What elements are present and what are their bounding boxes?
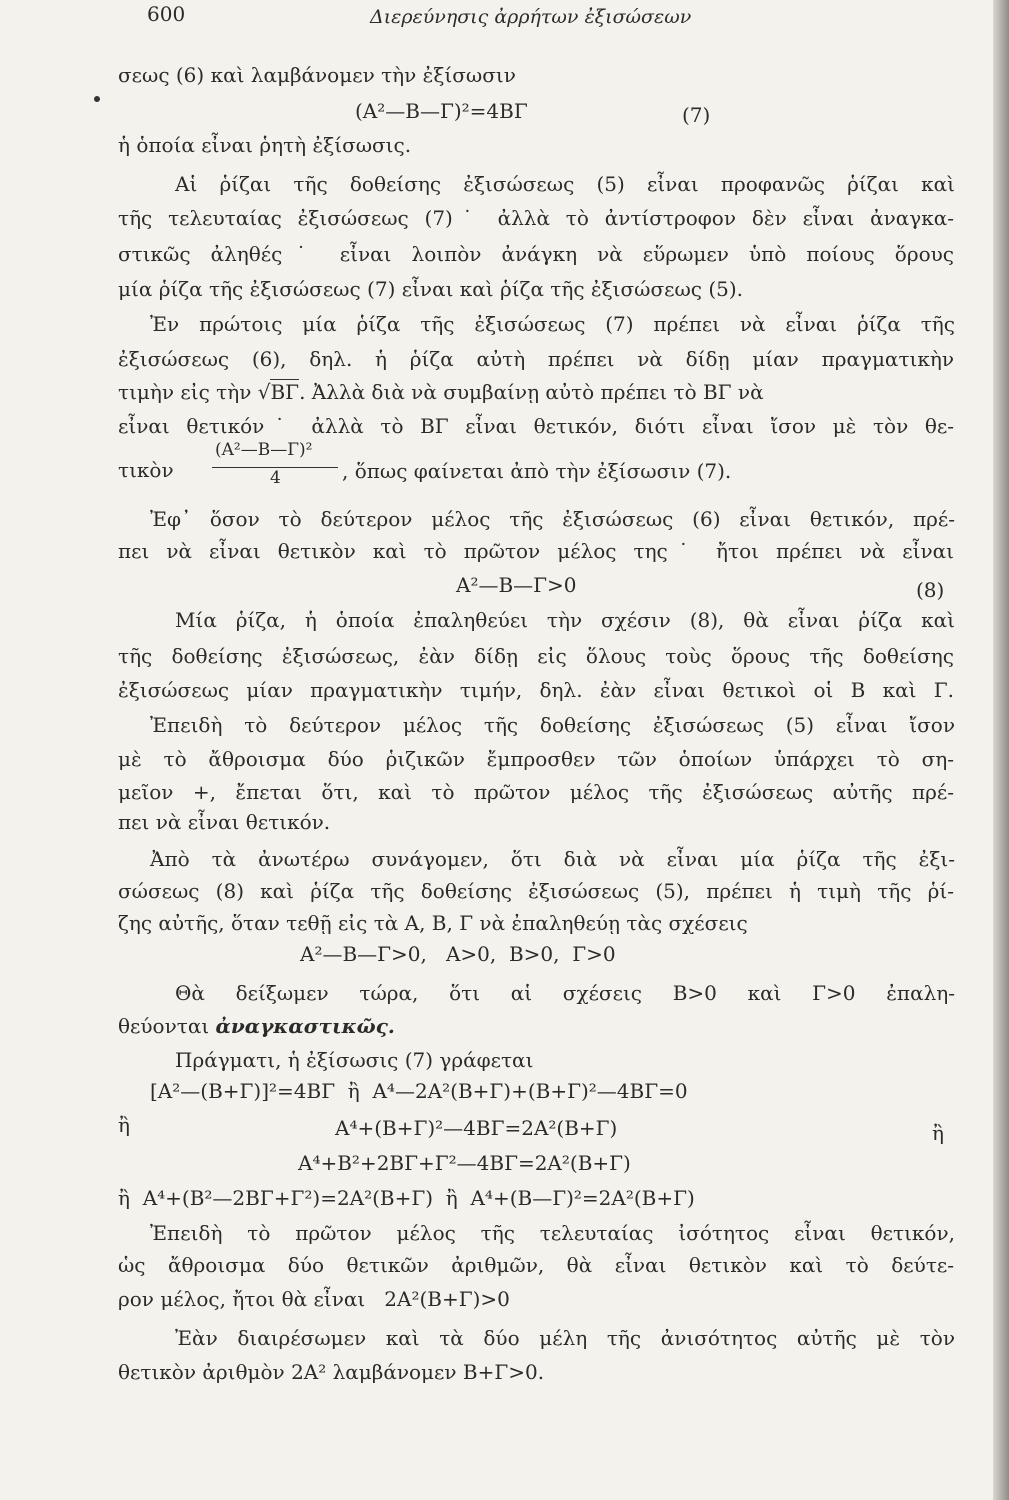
text-line: πει νὰ εἶναι θετικὸν καὶ τὸ πρῶτον μέλος της˙ ἤτοι πρέπει νὰ εἶναι [118,539,954,563]
equation-number: (7) [682,103,711,127]
text-span: τιμὴν εἰς τὴν √ [118,380,271,404]
text-span: , ὅπως φαίνεται ἀπὸ τὴν ἐξίσωσιν (7). [342,459,732,483]
text-line: Θὰ δείξωμεν τώρα, ὅτι αἱ σχέσεις Β>0 καὶ Γ>0 ἐπαλη- [175,981,955,1005]
text-line: θετικὸν ἀριθμὸν 2Α² λαμβάνομεν Β+Γ>0. [118,1360,545,1384]
text-line: Ἐφ᾿ ὅσον τὸ δεύτερον μέλος τῆς ἐξισώσεως (6) εἶναι θετικόν, πρέ- [150,507,955,531]
text-line: σώσεως (8) καὶ ῥίζα τῆς δοθείσης ἐξισώσεως (5), πρέπει ἡ τιμὴ τῆς ῥί- [118,879,954,903]
text-line: Ἐν πρώτοις μία ῥίζα τῆς ἐξισώσεως (7) πρέπει νὰ εἶναι ῥίζα τῆς [150,312,955,336]
equation-number: (8) [916,578,945,602]
text-line: ἡ ὁποία εἶναι ῥητὴ ἐξίσωσις. [118,133,412,157]
text-span: . Ἀλλὰ διὰ νὰ συμβαίνῃ αὐτὸ πρέπει τὸ ΒΓ νὰ [299,380,764,404]
text-line: Ἐπειδὴ τὸ πρῶτον μέλος τῆς τελευταίας ἰσότητος εἶναι θετικόν, [150,1221,955,1245]
text-line: Μία ῥίζα, ἡ ὁποία ἐπαληθεύει τὴν σχέσιν (8), θὰ εἶναι ῥίζα καὶ [175,608,955,632]
text-line: ὡς ἄθροισμα δύο θετικῶν ἀριθμῶν, θὰ εἶναι θετικὸν καὶ τὸ δεύτε- [118,1253,954,1277]
text-line: ἐξισώσεως (6), δηλ. ἡ ῥίζα αὐτὴ πρέπει νὰ δίδῃ μίαν πραγματικὴν [118,347,954,371]
text-line: σεως (6) καὶ λαμβάνομεν τὴν ἐξίσωσιν [118,63,516,87]
text-line: τῆς τελευταίας ἐξισώσεως (7)˙ ἀλλὰ τὸ ἀντίστροφον δὲν εἶναι ἀναγκα- [118,206,954,230]
inequality-8: Α²—Β—Γ>0 [456,573,577,597]
text-line: ρον μέλος, ἤτοι θὰ εἶναι 2Α²(Β+Γ)>0 [118,1287,510,1311]
text-line [118,379,764,405]
text-line: Αἱ ῥίζαι τῆς δοθείσης ἐξισώσεως (5) εἶναι προφανῶς ῥίζαι καὶ [175,172,955,196]
equation: Α⁴+Β²+2ΒΓ+Γ²—4ΒΓ=2Α²(Β+Γ) [298,1151,631,1175]
text-line: Ἐπειδὴ τὸ δεύτερον μέλος τῆς δοθείσης ἐξισώσεως (5) εἶναι ἴσον [150,713,955,737]
or-word: ἢ [932,1121,944,1145]
text-line: εἶναι θετικόν˙ ἀλλὰ τὸ ΒΓ εἶναι θετικόν, διότι εἶναι ἴσον μὲ τὸν θε- [118,414,954,438]
equation: [Α²—(Β+Γ)]²=4ΒΓ ἢ Α⁴—2Α²(Β+Γ)+(Β+Γ)²—4ΒΓ=0 [150,1079,688,1103]
text-line: Ἐὰν διαιρέσωμεν καὶ τὰ δύο μέλη τῆς ἀνισότητος αὐτῆς μὲ τὸν [175,1326,955,1350]
text-span: τικὸν [118,458,174,482]
text-line: ἐξισώσεως μίαν πραγματικὴν τιμήν, δηλ. ἐὰν εἶναι θετικοὶ οἱ Β καὶ Γ. [118,678,954,702]
running-header: Διερεύνησις ἀρρήτων ἐξισώσεων [370,6,692,28]
equation: Α⁴+(Β+Γ)²—4ΒΓ=2Α²(Β+Γ) [335,1116,618,1140]
text-line: μία ῥίζα τῆς ἐξισώσεως (7) εἶναι καὶ ῥίζα τῆς ἐξισώσεως (5). [118,277,744,301]
equation: ἢ Α⁴+(Β²—2ΒΓ+Γ²)=2Α²(Β+Γ) ἢ Α⁴+(Β—Γ)²=2Α²(Β+Γ) [118,1186,695,1210]
equation-7: (Α²—Β—Γ)²=4ΒΓ [355,99,528,123]
text-line: μεῖον +, ἔπεται ὅτι, καὶ τὸ πρῶτον μέλος τῆς ἐξισώσεως αὐτῆς πρέ- [118,780,954,804]
fraction-numerator: (Α²—Β—Γ)² [215,440,313,460]
page-number: 600 [147,2,186,26]
relations: Α²—Β—Γ>0, Α>0, Β>0, Γ>0 [300,942,616,966]
emphasis-text: ἀναγκαστικῶς. [215,1014,395,1038]
fraction-denominator: 4 [270,468,281,488]
text-line: πει νὰ εἶναι θετικόν. [118,810,331,834]
text-line: τῆς δοθείσης ἐξισώσεως, ἐὰν δίδῃ εἰς ὅλους τοὺς ὅρους τῆς δοθείσης [118,644,954,668]
page-edge [993,0,1009,1500]
text-span: θεύονται [118,1014,210,1038]
text-line: στικῶς ἀληθές˙ εἶναι λοιπὸν ἀνάγκη νὰ εὕρωμεν ὑπὸ ποίους ὅρους [118,242,954,266]
or-word: ἢ [118,1113,130,1137]
radicand: ΒΓ [270,380,300,404]
text-line: Ἀπὸ τὰ ἀνωτέρω συνάγομεν, ὅτι διὰ νὰ εἶναι μία ῥίζα τῆς ἐξι- [150,847,955,871]
margin-dot [94,96,100,102]
text-line: Πράγματι, ἡ ἐξίσωσις (7) γράφεται [175,1048,534,1072]
text-line: ζης αὐτῆς, ὅταν τεθῇ εἰς τὰ Α, Β, Γ νὰ ἐπαληθεύῃ τὰς σχέσεις [118,911,748,935]
text-line [118,1013,395,1039]
text-line: μὲ τὸ ἄθροισμα δύο ῥιζικῶν ἔμπροσθεν τῶν ὁποίων ὑπάρχει τὸ ση- [118,747,954,771]
